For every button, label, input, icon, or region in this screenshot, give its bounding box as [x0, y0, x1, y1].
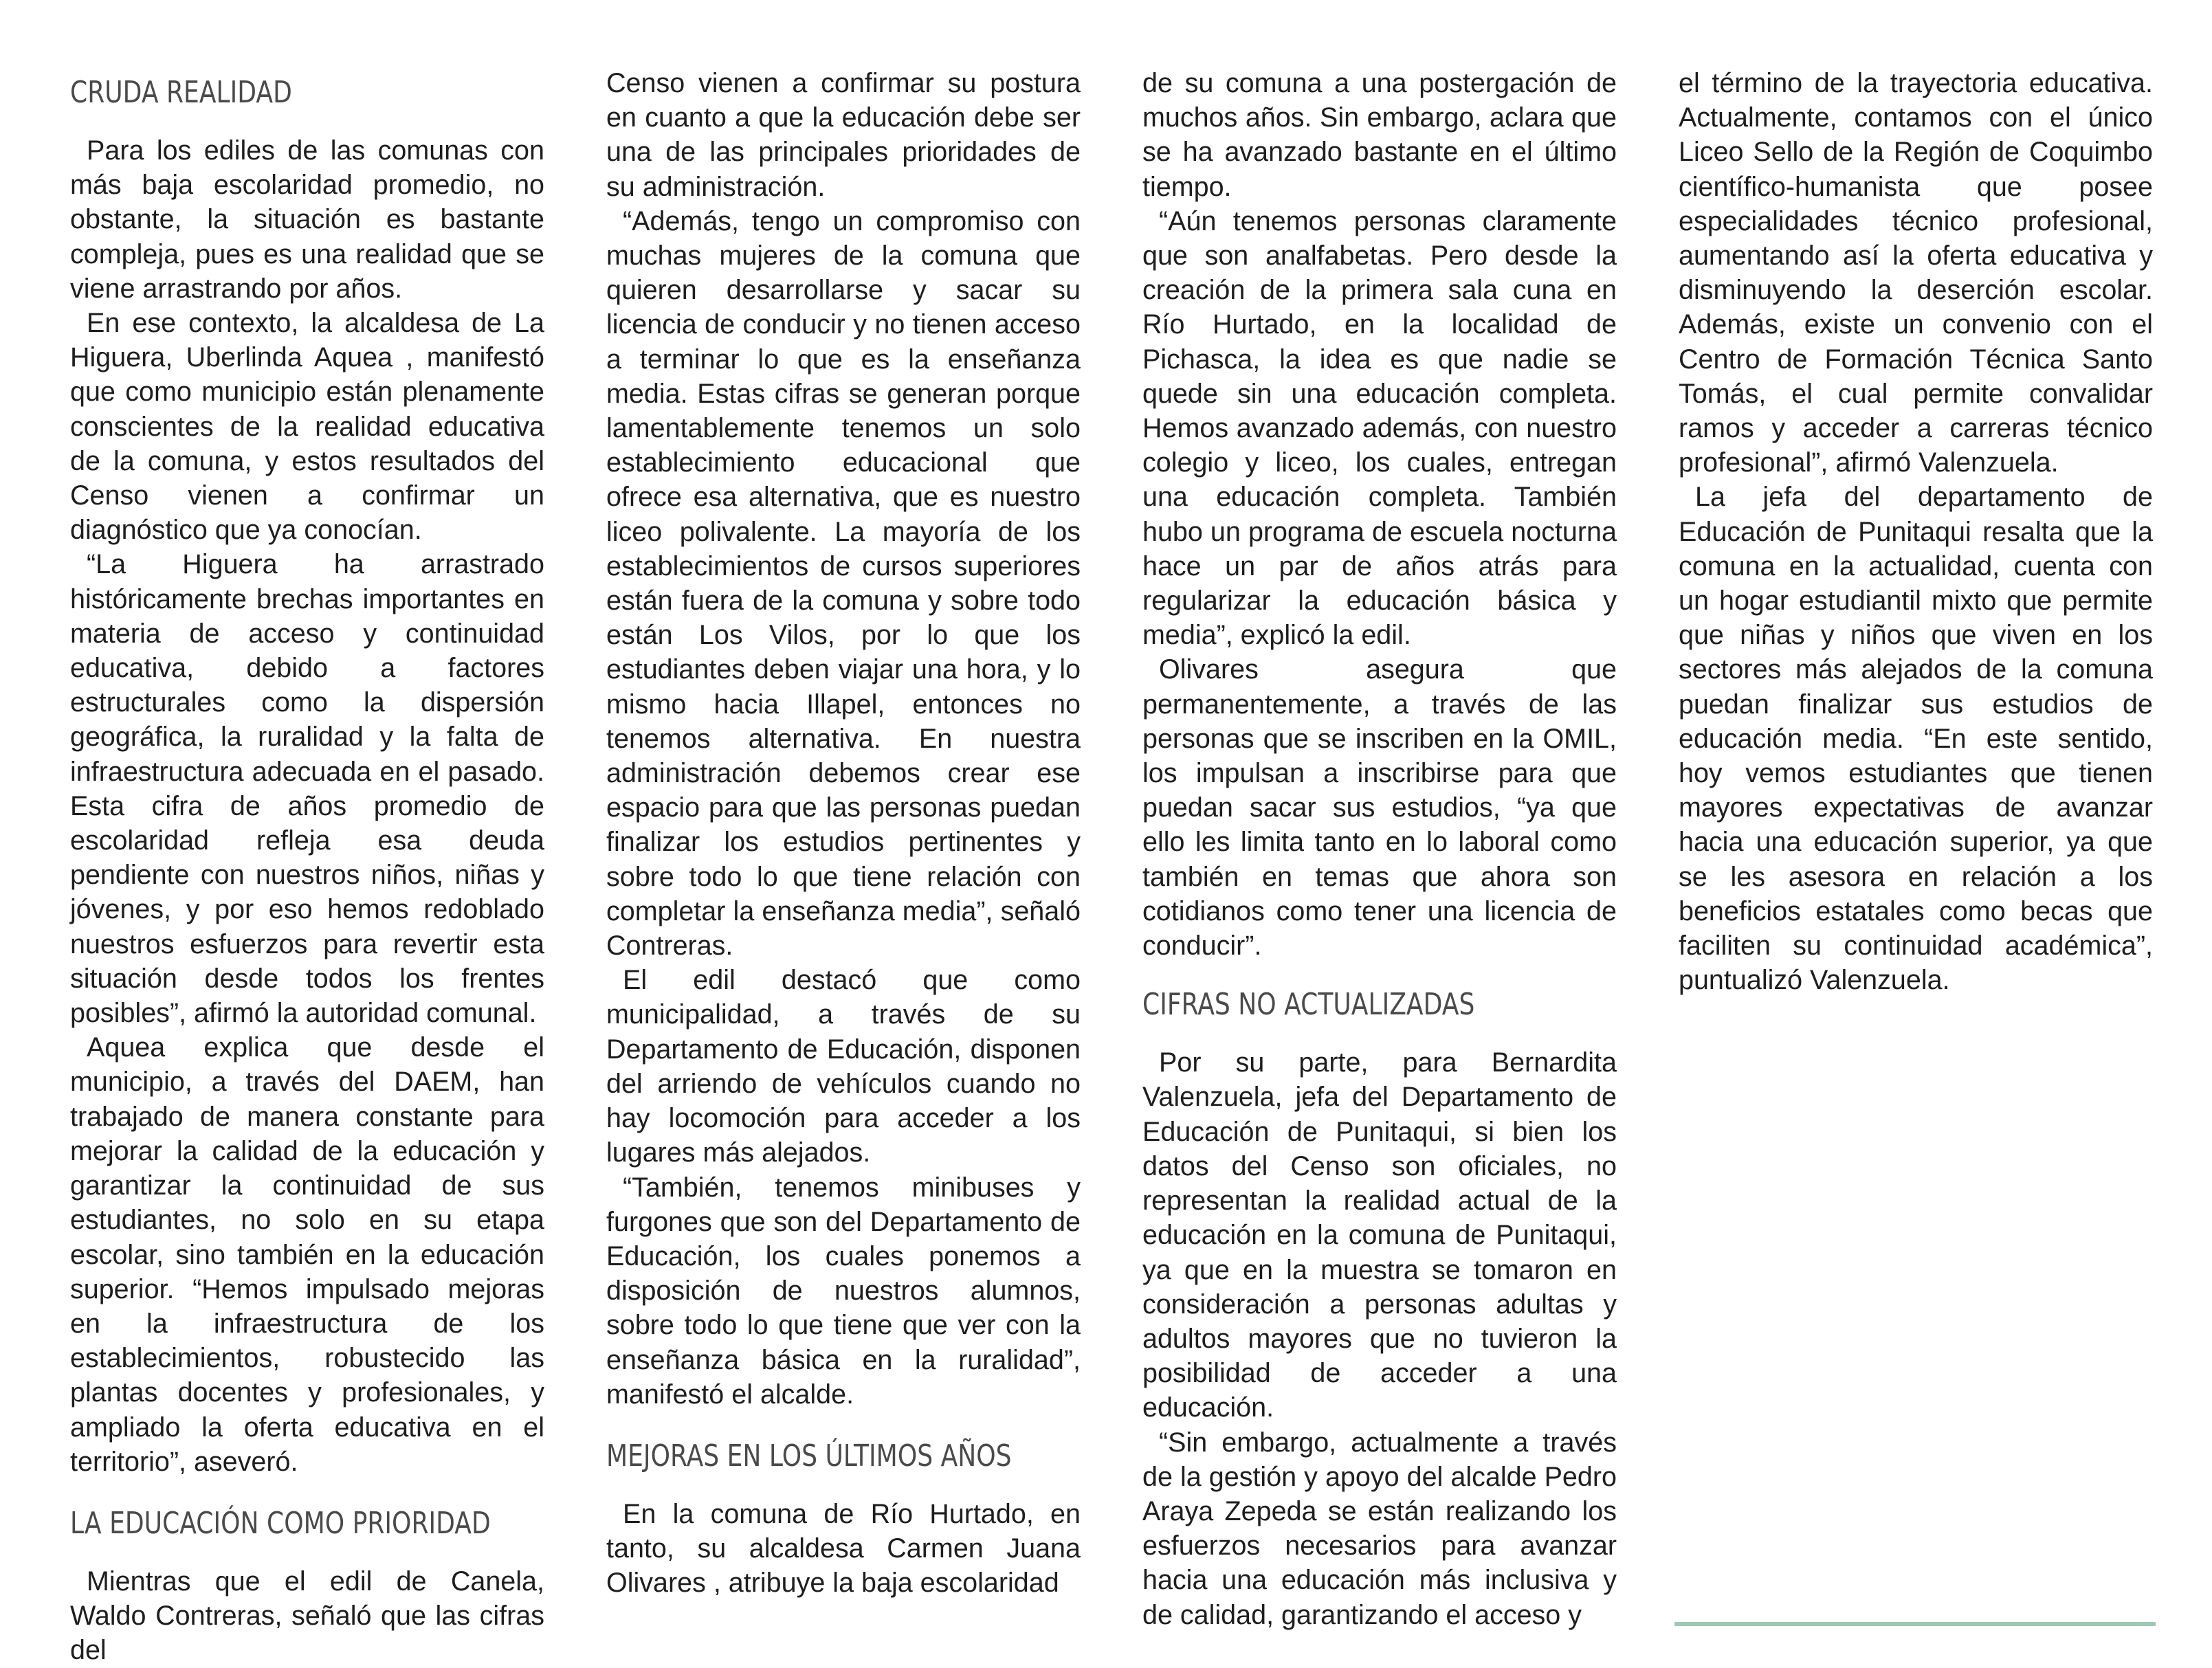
- paragraph-continuation: Censo vienen a confirmar su postura en cuanto a que la educación debe ser una de las principales prioridades de su administración.: [606, 68, 1081, 202]
- paragraph: Para los ediles de las comunas con más baja escolaridad promedio, no obstante, la situación es bastante compleja, pues es una realidad que se viene arrastrando por años.: [70, 135, 544, 304]
- article-column-3: [1142, 66, 1617, 1632]
- paragraph: La jefa del departamento de Educación de Punitaqui resalta que la comuna en la actualidad, cuenta con un hogar estudiantil mixto que permite que niñas y niños que viven en los sectores más alejados de la comuna puedan finalizar sus estudios de educación media. “En este sentido, hoy vemos estudiantes que tienen mayores expectativas de avanzar hacia una educación superior, ya que se les asesora en relación a los beneficios estatales como becas que faciliten su continuidad académica”, puntualizó Valenzuela.: [1679, 482, 2153, 996]
- paragraph-continuation: el término de la trayectoria educativa. Actualmente, contamos con el único Liceo Sello de la Región de Coquimbo científico-humanista que posee especialidades técnico profesional, aumentando así la oferta educativa y disminuyendo la deserción escolar. Además, existe un convenio con el Centro de Formación Técnica Santo Tomás, el cual permite convalidar ramos y acceder a carreras técnico profesional”, afirmó Valenzuela.: [1679, 68, 2153, 478]
- paragraph: “También, tenemos minibuses y furgones que son del Departamento de Educación, los cuales ponemos a disposición de nuestros alumnos, sobre todo lo que tiene que ver con la enseñanza básica en la ruralidad”, manifestó el alcalde.: [606, 1172, 1081, 1410]
- paragraph: Aquea explica que desde el municipio, a través del DAEM, han trabajado de manera constante para mejorar la calidad de la educación y garantizar la continuidad de sus estudiantes, no solo en su etapa escolar, sino también en la educación superior. “Hemos impulsado mejoras en la infraestructura de los establecimientos, robustecido las plantas docentes y profesionales, y ampliado la oferta educativa en el territorio”, aseveró.: [70, 1032, 544, 1477]
- paragraph: Por su parte, para Bernardita Valenzuela, jefa del Departamento de Educación de Punitaqui, si bien los datos del Censo son oficiales, no representan la realidad actual de la educación en la comuna de Punitaqui, ya que en la muestra se tomaron en consideración a personas adultas y adultos mayores que no tuvieron la posibilidad de acceder a una educación.: [1142, 1047, 1617, 1423]
- paragraph: En ese contexto, la alcaldesa de La Higuera, Uberlinda Aquea , manifestó que como municipio están plenamente conscientes de la realidad educativa de la comuna, y estos resultados del Censo vienen a confirmar un diagnóstico que ya conocían.: [70, 308, 544, 546]
- article-column-1: [70, 66, 544, 1668]
- paragraph: Mientras que el edil de Canela, Waldo Contreras, señaló que las cifras del: [70, 1566, 544, 1666]
- section-heading: CRUDA REALIDAD: [70, 75, 292, 110]
- article-column-4: [1679, 66, 2153, 997]
- section-heading: MEJORAS EN LOS ÚLTIMOS AÑOS: [606, 1438, 1012, 1474]
- paragraph: “Aún tenemos personas claramente que son analfabetas. Pero desde la creación de la primera sala cuna en Río Hurtado, en la localidad de Pichasca, la idea es que nadie se quede sin una educación completa. Hemos avanzado además, con nuestro colegio y liceo, los cuales, entregan una educación completa. También hubo un programa de escuela nocturna hace un par de años atrás para regularizar la educación básica y media”, explicó la edil.: [1142, 205, 1617, 651]
- paragraph: En la comuna de Río Hurtado, en tanto, su alcaldesa Carmen Juana Olivares , atribuye la baja escolaridad: [606, 1498, 1081, 1599]
- section-heading: CIFRAS NO ACTUALIZADAS: [1142, 987, 1475, 1023]
- paragraph: “Sin embargo, actualmente a través de la gestión y apoyo del alcalde Pedro Araya Zepeda se están realizando los esfuerzos necesarios para avanzar hacia una educación más inclusiva y de calidad, garantizando el acceso y: [1142, 1427, 1617, 1630]
- bottom-accent-rule: [1674, 1622, 2156, 1626]
- section-heading: LA EDUCACIÓN COMO PRIORIDAD: [70, 1505, 491, 1541]
- article-column-2: [606, 66, 1081, 1601]
- paragraph: “Además, tengo un compromiso con muchas mujeres de la comuna que quieren desarrollarse y sacar su licencia de conducir y no tienen acceso a terminar lo que es la enseñanza media. Estas cifras se generan porque lamentablemente tenemos un solo establecimiento educacional que ofrece esa alternativa, que es nuestro liceo polivalente. La mayoría de los establecimientos de cursos superiores están fuera de la comuna y sobre todo están Los Vilos, por lo que los estudiantes deben viajar una hora, y lo mismo hacia Illapel, entonces no tenemos alternativa. En nuestra administración debemos crear ese espacio para que las personas puedan finalizar los estudios pertinentes y sobre todo lo que tiene relación con completar la enseñanza media”, señaló Contreras.: [606, 205, 1081, 961]
- paragraph-continuation: de su comuna a una postergación de muchos años. Sin embargo, aclara que se ha avanzado bastante en el último tiempo.: [1142, 68, 1617, 202]
- paragraph: “La Higuera ha arrastrado históricamente brechas importantes en materia de acceso y continuidad educativa, debido a factores estructurales como la dispersión geográfica, la ruralidad y la falta de infraestructura adecuada en el pasado. Esta cifra de años promedio de escolaridad refleja esa deuda pendiente con nuestros niños, niñas y jóvenes, y por eso hemos redoblado nuestros esfuerzos para revertir esta situación desde todos los frentes posibles”, afirmó la autoridad comunal.: [70, 549, 544, 1029]
- paragraph: El edil destacó que como municipalidad, a través de su Departamento de Educación, disponen del arriendo de vehículos cuando no hay locomoción para acceder a los lugares más alejados.: [606, 965, 1081, 1168]
- paragraph: Olivares asegura que permanentemente, a través de las personas que se inscriben en la OMIL, los impulsan a inscribirse para que puedan sacar sus estudios, “ya que ello les limita tanto en lo laboral como también en temas que ahora son cotidianos como tener una licencia de conducir”.: [1142, 654, 1617, 961]
